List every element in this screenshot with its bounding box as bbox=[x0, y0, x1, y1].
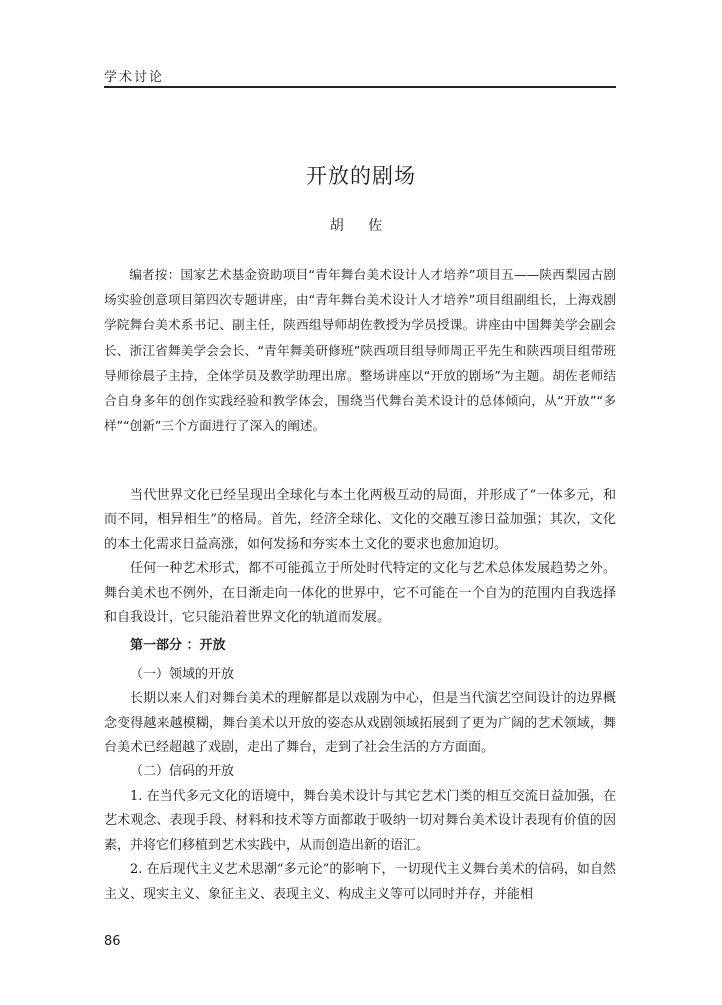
subsection-heading: （一）领域的开放 bbox=[130, 666, 235, 682]
article-body bbox=[104, 484, 616, 907]
article-author: 胡 佐 bbox=[329, 218, 393, 234]
body-paragraph: 长期以来人们对舞台美术的理解都是以戏剧为中心，但是当代演艺空间设计的边界概念变得越来越模糊，舞台美术以开放的姿态从戏剧领域拓展到了更为广阔的艺术领域，舞台美术已经超越了戏剧，走出了舞台，走到了社会生活的方方面面。 bbox=[104, 691, 616, 756]
editor-note: 编者按：国家艺术基金资助项目“青年舞台美术设计人才培养”项目五——陕西梨园古剧场实验创意项目第四次专题讲座，由“青年舞台美术设计人才培养”项目组副组长，上海戏剧学院舞台美术系书记、副主任，陕西组导师胡佐教授为学员授课。讲座由中国舞美学会副会长、浙江省舞美学会会长、“青年舞美研修班”陕西项目组导师周正平先生和陕西项目组带班导师徐晨子主持，全体学员及教学助理出席。整场讲座以“开放的剧场”为主题。胡佐老师结合自身多年的创作实践经验和教学体会，围绕当代舞台美术设计的总体倾向，从“开放”“多样”“创新”三个方面进行了深入的阐述。 bbox=[104, 267, 616, 434]
section-label: 学术讨论 bbox=[104, 70, 165, 85]
body-paragraph: 当代世界文化已经呈现出全球化与本土化两极互动的局面，并形成了“一体多元，和而不同，相异相生”的格局。首先，经济全球化、文化的交融互渗日益加强；其次，文化的本土化需求日益高涨，如何发扬和夯实本土文化的要求也愈加迫切。 bbox=[104, 488, 616, 552]
body-paragraph: 任何一种艺术形式，都不可能孤立于所处时代特定的文化与艺术总体发展趋势之外。舞台美术也不例外，在日渐走向一体化的世界中，它不可能在一个自为的范围内自我选择和自我设计，它只能沿着世界文化的轨道而发展。 bbox=[104, 561, 616, 626]
page-number: 86 bbox=[104, 934, 121, 949]
article-title: 开放的剧场 bbox=[306, 164, 416, 188]
header-rule bbox=[104, 86, 616, 88]
subsection-heading: （二）信码的开放 bbox=[130, 764, 235, 780]
body-paragraph: 2. 在后现代主义艺术思潮“多元论”的影响下，一切现代主义舞台美术的信码，如自然主义、现实主义、象征主义、表现主义、构成主义等可以同时并存，并能相 bbox=[104, 862, 616, 902]
body-paragraph: 1. 在当代多元文化的语境中，舞台美术设计与其它艺术门类的相互交流日益加强，在艺术观念、表现手段、材料和技术等方面都敢于吸纳一切对舞台美术设计表现有价值的因素，并将它们移植到艺术实践中，从而创造出新的语汇。 bbox=[104, 788, 616, 853]
part-heading: 第一部分 ：开放 bbox=[130, 638, 226, 654]
